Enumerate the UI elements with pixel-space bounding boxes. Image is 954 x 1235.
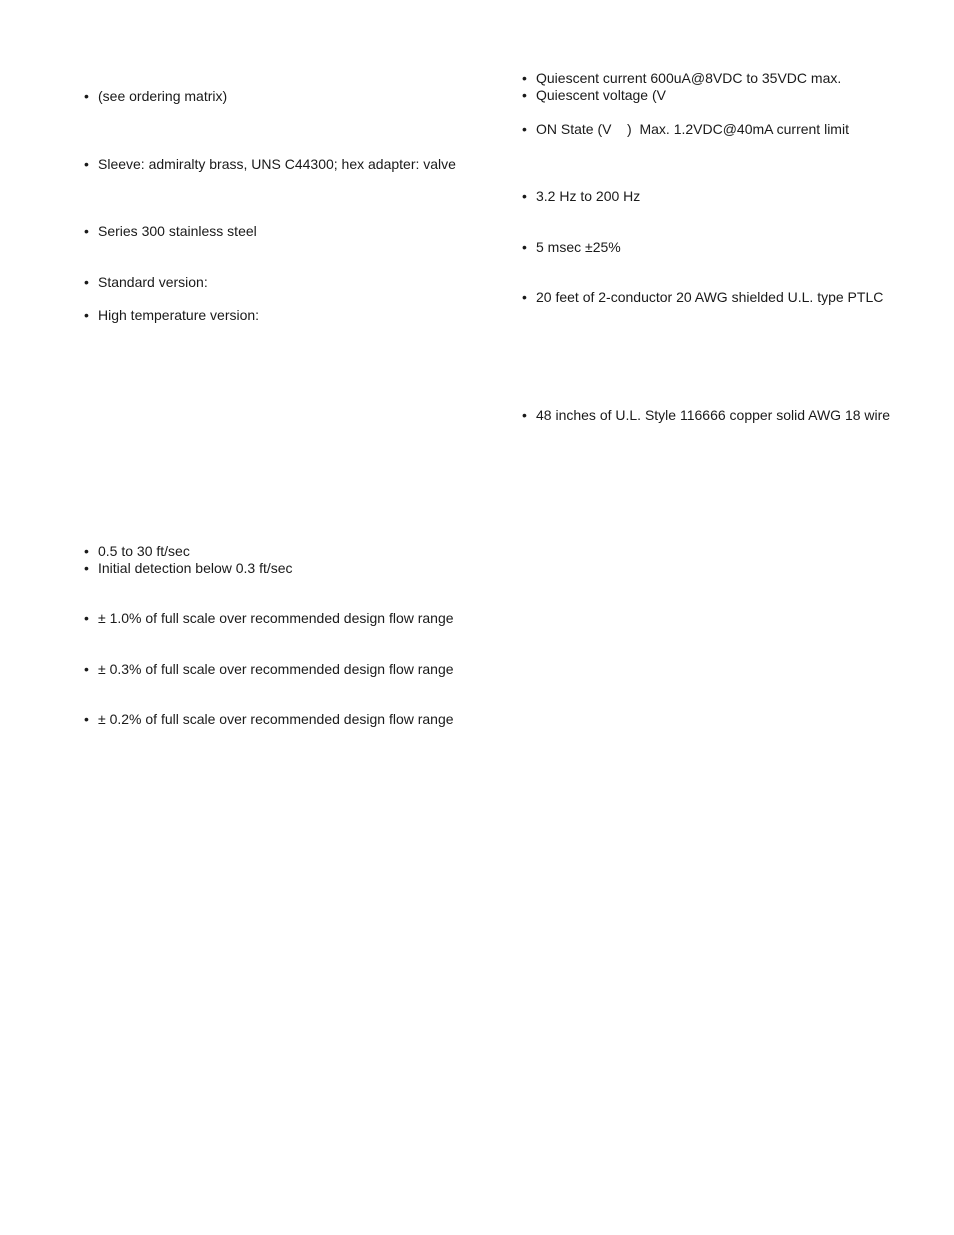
- left-spec-item: [84, 274, 208, 291]
- spec-text: ± 1.0% of full scale over recommended design flow range: [98, 610, 454, 626]
- right-spec-item: [522, 239, 621, 256]
- bullet: •: [84, 223, 89, 239]
- spec-text: 20 feet of 2-conductor 20 AWG shielded U.L. type PTLC: [536, 289, 884, 305]
- right-spec-item: [522, 188, 641, 205]
- spec-text: Quiescent current 600uA@8VDC to 35VDC max.: [536, 70, 842, 86]
- bullet: •: [522, 407, 527, 423]
- left-spec-item: [84, 661, 454, 678]
- spec-text: Initial detection below 0.3 ft/sec: [98, 560, 293, 576]
- spec-text: 3.2 Hz to 200 Hz: [536, 188, 641, 204]
- bullet: •: [84, 661, 89, 677]
- spec-text: High temperature version:: [98, 307, 260, 323]
- right-spec-item: [522, 70, 842, 87]
- right-spec-item: [522, 87, 666, 104]
- bullet: •: [84, 711, 89, 727]
- bullet: •: [84, 610, 89, 626]
- spec-text: 5 msec ±25%: [536, 239, 621, 255]
- bullet: •: [84, 156, 89, 172]
- left-spec-item: [84, 307, 260, 324]
- bullet: •: [84, 543, 89, 559]
- bullet: •: [522, 188, 527, 204]
- spec-text: ON State (V ) Max. 1.2VDC@40mA current limit: [536, 121, 849, 137]
- left-spec-item: [84, 560, 293, 577]
- bullet: •: [522, 239, 527, 255]
- spec-text: Standard version:: [98, 274, 208, 290]
- right-spec-item: [522, 121, 849, 138]
- bullet: •: [84, 274, 89, 290]
- bullet: •: [84, 88, 89, 104]
- left-spec-item: [84, 711, 454, 728]
- right-spec-item: [522, 407, 891, 424]
- left-spec-item: [84, 223, 257, 240]
- bullet: •: [84, 307, 89, 323]
- bullet: •: [84, 560, 89, 576]
- spec-text: ± 0.3% of full scale over recommended design flow range: [98, 661, 454, 677]
- bullet: •: [522, 70, 527, 86]
- spec-text: Series 300 stainless steel: [98, 223, 257, 239]
- bullet: •: [522, 121, 527, 137]
- spec-text: Sleeve: admiralty brass, UNS C44300; hex adapter: valve: [98, 156, 456, 172]
- left-spec-item: [84, 156, 456, 173]
- spec-text: Quiescent voltage (V: [536, 87, 666, 103]
- spec-text: 48 inches of U.L. Style 116666 copper solid AWG 18 wire: [536, 407, 891, 423]
- spec-text: 0.5 to 30 ft/sec: [98, 543, 190, 559]
- spec-text: ± 0.2% of full scale over recommended design flow range: [98, 711, 454, 727]
- bullet: •: [522, 87, 527, 103]
- left-spec-item: [84, 543, 190, 560]
- bullet: •: [522, 289, 527, 305]
- right-spec-item: [522, 289, 884, 306]
- left-spec-item: [84, 88, 228, 105]
- left-spec-item: [84, 610, 454, 627]
- spec-text: (see ordering matrix): [98, 88, 228, 104]
